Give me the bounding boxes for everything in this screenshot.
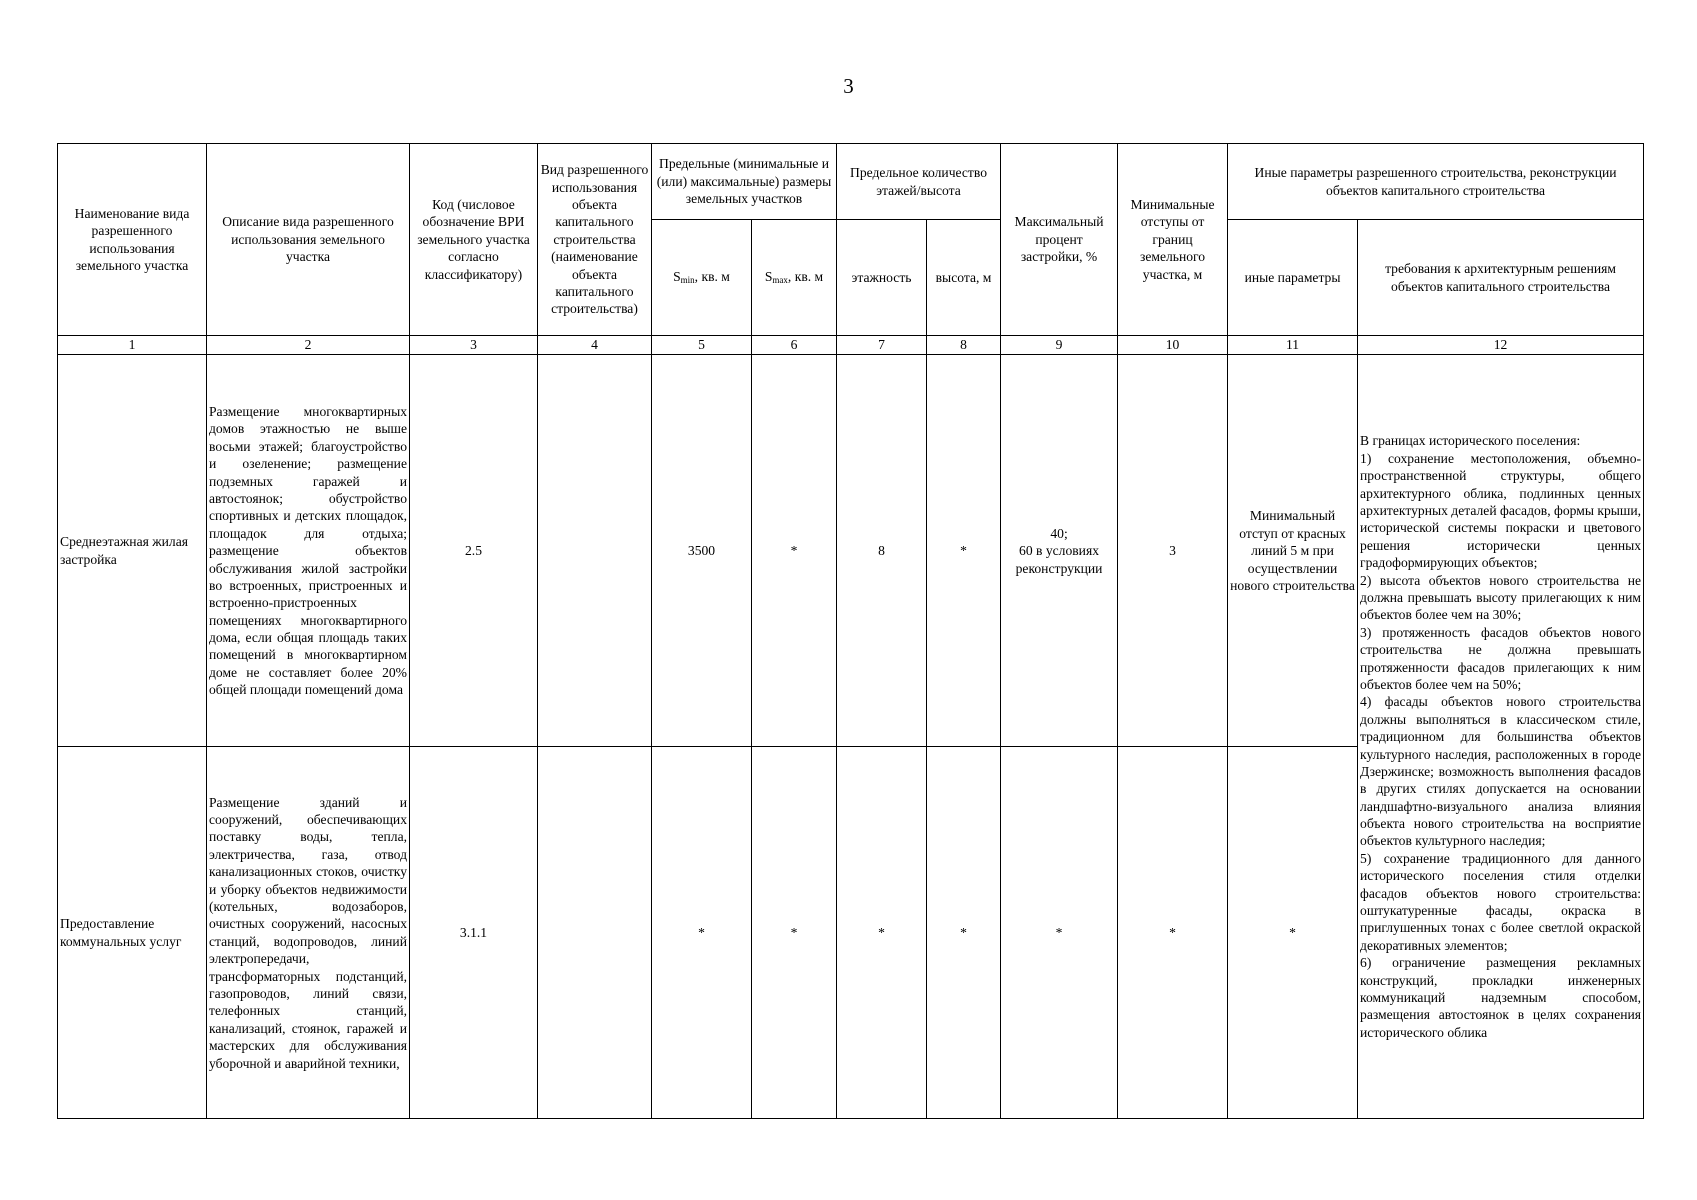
column-number: 11 [1228, 336, 1358, 355]
header-plot-sizes: Предельные (минимальные и (или) максимальные) размеры земельных участков [652, 144, 837, 220]
row-height: * [927, 355, 1001, 747]
row-description: Размещение зданий и сооружений, обеспечивающих поставку воды, тепла, электричества, газа, отвод канализационных стоков, очистку и уборку объектов недвижимости (котельных, водозаборов, очистных сооружений, насосных станций, водопроводов, линий электропередачи, трансформаторных подстанций, газопроводов, линий связи, телефонных станций, канализаций, стоянок, гаражей и мастерских для обслуживания уборочной и аварийной техники, [207, 747, 410, 1119]
column-number: 9 [1001, 336, 1118, 355]
row-object-type [538, 355, 652, 747]
requirement-line: 5) сохранение традиционного для данного исторического поселения стиля отделки фасадов объектов нового строительства: оштукатуренные фасады, окраска в приглушенных тонах с более светлой окраской декоративных элементов; [1360, 850, 1642, 953]
table-row [58, 355, 1644, 747]
row-name: Предоставление коммунальных услуг [58, 747, 207, 1119]
row-other-params: Минимальный отступ от красных линий 5 м при осуществлении нового строительства [1228, 355, 1358, 747]
header-smin [652, 220, 752, 336]
row-height: * [927, 747, 1001, 1119]
header-floors: этажность [837, 220, 927, 336]
row-other-params: * [1228, 747, 1358, 1119]
column-number: 5 [652, 336, 752, 355]
row-max-percent [1001, 355, 1118, 747]
row-smax: * [752, 747, 837, 1119]
zoning-regulations-table [57, 143, 1644, 1119]
requirement-line: 3) протяженность фасадов объектов нового строительства не должна превышать протяженности фасадов прилегающих к ним объектов более чем на 50%; [1360, 624, 1642, 692]
column-number: 1 [58, 336, 207, 355]
column-number: 4 [538, 336, 652, 355]
header-name: Наименование вида разрешенного использования земельного участка [58, 144, 207, 336]
max-percent-reconstruction: 60 в условиях реконструкции [1015, 543, 1103, 576]
row-object-type [538, 747, 652, 1119]
row-max-percent: * [1001, 747, 1118, 1119]
row-smax: * [752, 355, 837, 747]
row-code: 2.5 [410, 355, 538, 747]
smax-symbol: S [764, 269, 773, 285]
row-setbacks: 3 [1118, 355, 1228, 747]
header-code: Код (числовое обозначение ВРИ земельного участка согласно классификатору) [410, 144, 538, 336]
column-number: 7 [837, 336, 927, 355]
requirement-line: 6) ограничение размещения рекламных конструкций, прокладки инженерных коммуникаций надземным способом, размещения автостоянок в целях сохранения исторического облика [1360, 955, 1642, 1040]
header-height: высота, м [927, 220, 1001, 336]
header-row-1 [58, 144, 1644, 220]
arch-requirements-cell [1358, 355, 1644, 1119]
row-smin: 3500 [652, 355, 752, 747]
column-number: 3 [410, 336, 538, 355]
page-number: 3 [843, 74, 854, 98]
header-other-params-group: Иные параметры разрешенного строительства, реконструкции объектов капитального строительства [1228, 144, 1644, 220]
row-code: 3.1.1 [410, 747, 538, 1119]
column-number: 6 [752, 336, 837, 355]
column-number: 12 [1358, 336, 1644, 355]
requirement-line: В границах исторического поселения: [1360, 433, 1581, 449]
header-arch-requirements: требования к архитектурным решениям объектов капитального строительства [1358, 220, 1644, 336]
smax-unit: , кв. м [787, 269, 824, 285]
requirement-line: 2) высота объектов нового строительства не должна превышать высоту прилегающих к ним объектов более чем на 30%; [1360, 572, 1642, 623]
header-description: Описание вида разрешенного использования земельного участка [207, 144, 410, 336]
column-number: 10 [1118, 336, 1228, 355]
requirement-line: 1) сохранение местоположения, объемно-пространственной структуры, общего архитектурного облика, подлинных ценных архитектурных деталей фасадов, формы крыши, исторической системы покраски и цветового решения исторически ценных градоформирующих объектов; [1360, 450, 1642, 571]
smin-unit: , кв. м [694, 269, 730, 285]
row-smin: * [652, 747, 752, 1119]
row-floors: 8 [837, 355, 927, 747]
column-numbers-row [58, 336, 1644, 355]
header-other-params: иные параметры [1228, 220, 1358, 336]
max-percent-value: 40; [1050, 525, 1068, 541]
header-smax [752, 220, 837, 336]
requirement-line: 4) фасады объектов нового строительства должны выполняться в классическом стиле, традиционном для большинства объектов культурного наследия, расположенных в городе Дзержинске; возможность выполнения фасадов в других стилях допускается на основании ландшафтно-визуального анализа влияния объекта нового строительства на восприятие объектов культурного наследия; [1360, 694, 1642, 849]
header-object-type: Вид разрешенного использования объекта капитального строительства (наименование объекта капитального строительства) [538, 144, 652, 336]
smin-subscript: min [680, 275, 695, 286]
smin-symbol: S [673, 269, 681, 285]
row-name: Среднеэтажная жилая застройка [58, 355, 207, 747]
header-floors-height: Предельное количество этажей/высота [837, 144, 1001, 220]
column-number: 2 [207, 336, 410, 355]
row-setbacks: * [1118, 747, 1228, 1119]
column-number: 8 [927, 336, 1001, 355]
header-max-percent: Максимальный процент застройки, % [1001, 144, 1118, 336]
row-floors: * [837, 747, 927, 1119]
header-min-setbacks: Минимальные отступы от границ земельного участка, м [1118, 144, 1228, 336]
row-description: Размещение многоквартирных домов этажностью не выше восьми этажей; благоустройство и озеленение; размещение подземных гаражей и автостоянок; обустройство спортивных и детских площадок, площадок для отдыха; размещение объектов обслуживания жилой застройки во встроенных, пристроенных и встроенно-пристроенных помещениях многоквартирного дома, если общая площадь таких помещений в многоквартирном доме не составляет более 20% общей площади помещений дома [207, 355, 410, 747]
smax-subscript: max [772, 275, 788, 286]
